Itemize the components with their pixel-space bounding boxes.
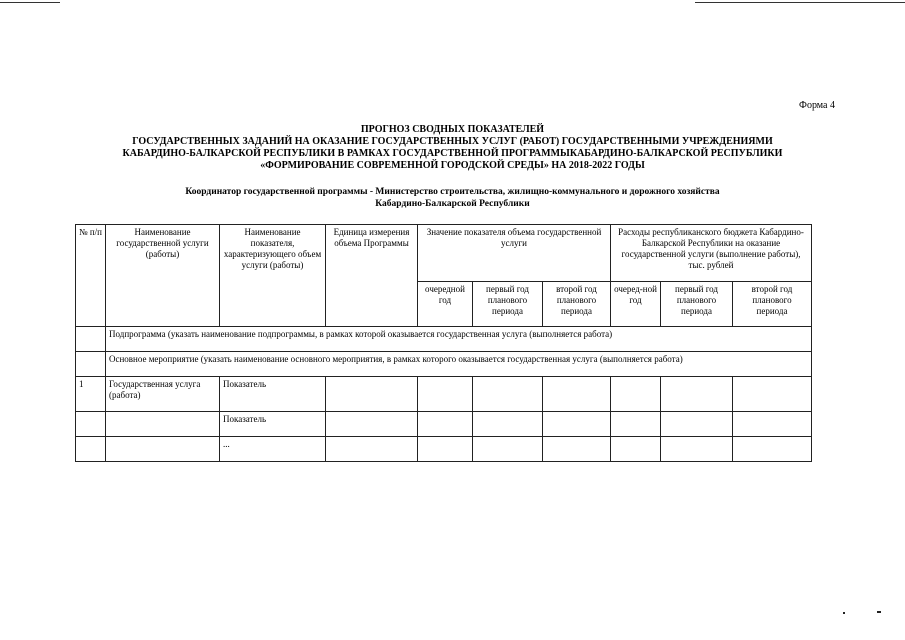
row-indicator: ...	[220, 437, 326, 462]
header-vol-first-plan-year: первый год планового периода	[473, 282, 543, 327]
header-unit: Единица измерения объема Программы	[326, 225, 418, 327]
scan-speck	[877, 611, 881, 613]
title-line-3: КАБАРДИНО-БАЛКАРСКОЙ РЕСПУБЛИКИ В РАМКАХ ГОСУДАРСТВЕННОЙ ПРОГРАММЫКАБАРДИНО-БАЛКАРСКОЙ РЕСПУБЛИКИ	[122, 148, 783, 159]
header-exp-next-year: очеред-ной год	[611, 282, 661, 327]
row-indicator: Показатель	[220, 377, 326, 412]
top-scan-line-left	[0, 2, 60, 3]
table-cell	[418, 377, 473, 412]
table-row	[76, 377, 812, 412]
subprogram-text: Подпрограмма (указать наименование подпрограммы, в рамках которой оказывается государственная услуга (выполняется работа)	[106, 327, 812, 352]
table-cell	[611, 377, 661, 412]
header-expense-group: Расходы республиканского бюджета Кабардино-Балкарской Республики на оказание государственной услуги (выполнение работы), тыс. рублей	[611, 225, 812, 282]
coordinator-line-2: Кабардино-Балкарской Республики	[375, 199, 530, 209]
table-cell	[611, 412, 661, 437]
row-num	[76, 437, 106, 462]
row-service	[106, 437, 220, 462]
table-cell	[473, 377, 543, 412]
indicators-table	[75, 224, 812, 462]
header-num: № п/п	[76, 225, 106, 327]
row-service	[106, 412, 220, 437]
table-cell	[76, 327, 106, 352]
table-cell	[473, 437, 543, 462]
row-num	[76, 412, 106, 437]
header-vol-second-plan-year: второй год планового периода	[543, 282, 611, 327]
document-title	[60, 124, 845, 172]
table-cell	[661, 437, 733, 462]
table-cell	[733, 437, 812, 462]
header-exp-first-plan-year: первый год планового периода	[661, 282, 733, 327]
subprogram-row	[76, 327, 812, 352]
row-indicator: Показатель	[220, 412, 326, 437]
header-vol-next-year: очередной год	[418, 282, 473, 327]
table-row	[76, 437, 812, 462]
title-line-2: ГОСУДАРСТВЕННЫХ ЗАДАНИЙ НА ОКАЗАНИЕ ГОСУДАРСТВЕННЫХ УСЛУГ (РАБОТ) ГОСУДАРСТВЕННЫМИ УЧРЕЖДЕНИЯМИ	[132, 136, 773, 147]
header-volume-group: Значение показателя объема государственной услуги	[418, 225, 611, 282]
table-cell	[661, 377, 733, 412]
header-exp-second-plan-year: второй год планового периода	[733, 282, 812, 327]
table-cell	[611, 437, 661, 462]
table-cell	[543, 377, 611, 412]
title-line-4: «ФОРМИРОВАНИЕ СОВРЕМЕННОЙ ГОРОДСКОЙ СРЕДЫ» НА 2018-2022 ГОДЫ	[260, 160, 645, 171]
main-activity-text: Основное мероприятие (указать наименование основного мероприятия, в рамках которого оказывается государственная услуга (выполняется работа)	[106, 352, 812, 377]
form-number-label: Форма 4	[799, 100, 835, 111]
table-row	[76, 412, 812, 437]
header-service-name: Наименование государственной услуги (работы)	[106, 225, 220, 327]
table-header-row-1	[76, 225, 812, 282]
table-cell	[418, 412, 473, 437]
row-num: 1	[76, 377, 106, 412]
table-cell	[543, 412, 611, 437]
coordinator-text	[60, 186, 845, 210]
table-cell	[326, 437, 418, 462]
table-cell	[733, 412, 812, 437]
table-cell	[418, 437, 473, 462]
main-activity-row	[76, 352, 812, 377]
table-cell	[733, 377, 812, 412]
table-cell	[543, 437, 611, 462]
coordinator-line-1: Координатор государственной программы - Министерство строительства, жилищно-коммунального и дорожного хозяйства	[185, 187, 720, 197]
table-cell	[661, 412, 733, 437]
row-service: Государственная услуга (работа)	[106, 377, 220, 412]
scan-speck	[843, 612, 845, 614]
title-line-1: ПРОГНОЗ СВОДНЫХ ПОКАЗАТЕЛЕЙ	[360, 124, 545, 135]
table-cell	[76, 352, 106, 377]
header-indicator-name: Наименование показателя, характеризующего объем услуги (работы)	[220, 225, 326, 327]
top-scan-line-right	[695, 2, 905, 3]
table-cell	[326, 377, 418, 412]
table-cell	[326, 412, 418, 437]
table-cell	[473, 412, 543, 437]
